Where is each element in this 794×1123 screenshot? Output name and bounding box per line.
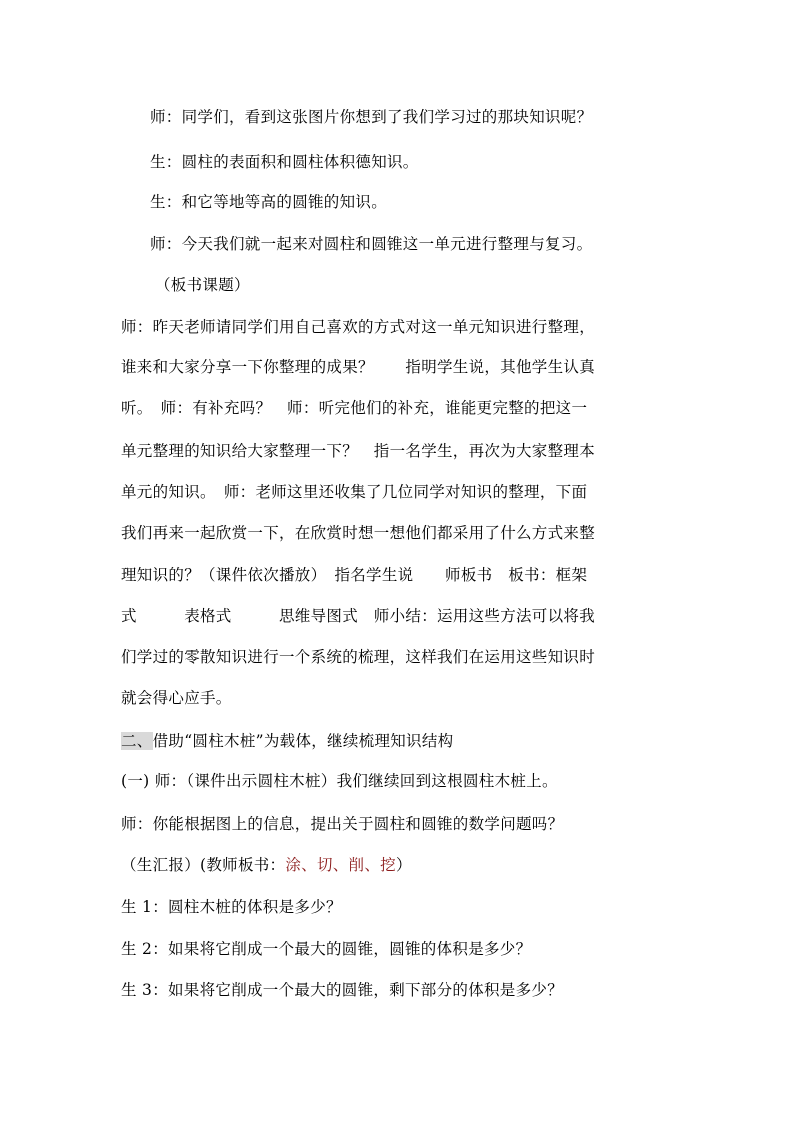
board-line-text: （生汇报）(教师板书： [121,856,286,874]
paragraph-line: 生 2：如果将它削成一个最大的圆锥，圆锥的体积是多少？ [121,940,532,958]
board-line [121,855,681,875]
paragraph-line: 生：圆柱的表面积和圆柱体积德知识。 [150,153,419,171]
section-number: 二、 [121,732,153,750]
paragraph-line: （板书课题） [155,276,250,294]
section-heading-text: 借助“圆柱木桩”为载体，继续梳理知识结构 [152,732,454,750]
paragraph-line: 听。 师：有补充吗？ 师：听完他们的补充，谁能更完整的把这一 [121,399,588,417]
paragraph-line: 师：今天我们就一起来对圆柱和圆锥这一单元进行整理与复习。 [150,235,593,253]
paragraph-line: 师：你能根据图上的信息，提出关于圆柱和圆锥的数学问题吗？ [121,815,564,833]
paragraph-line: 式 表格式 思维导图式 师小结：运用这些方法可以将我 [121,607,596,625]
paragraph-line: 师：同学们，看到这张图片你想到了我们学习过的那块知识呢？ [150,108,593,126]
paragraph-line: (一) 师：（课件出示圆柱木桩）我们继续回到这根圆柱木桩上。 [121,772,558,790]
paragraph-line: 生 3：如果将它削成一个最大的圆锥，剩下部分的体积是多少？ [121,981,563,999]
paragraph-line: 生 1：圆柱木桩的体积是多少？ [121,898,342,916]
paragraph-line: 们学过的零散知识进行一个系统的梳理，这样我们在运用这些知识时 [121,648,596,666]
paragraph-line: 生：和它等地等高的圆锥的知识。 [150,193,388,211]
board-keywords: 涂、切、削、挖 [285,856,396,874]
paragraph-line: 我们再来一起欣赏一下，在欣赏时想一想他们都采用了什么方式来整 [121,524,596,542]
paragraph-line: 单元的知识。 师：老师这里还收集了几位同学对知识的整理，下面 [121,483,588,501]
paragraph-line: 单元整理的知识给大家整理一下？ 指一名学生，再次为大家整理本 [121,442,596,460]
section-heading [121,731,681,751]
board-line-close: ） [395,856,412,874]
paragraph-line: 师：昨天老师请同学们用自己喜欢的方式对这一单元知识进行整理， [121,318,596,336]
paragraph-line: 谁来和大家分享一下你整理的成果？ 指明学生说，其他学生认真 [121,358,596,376]
paragraph-line: 理知识的？（课件依次播放） 指名学生说 师板书 板书：框架 [121,566,588,584]
paragraph-line: 就会得心应手。 [121,689,232,707]
